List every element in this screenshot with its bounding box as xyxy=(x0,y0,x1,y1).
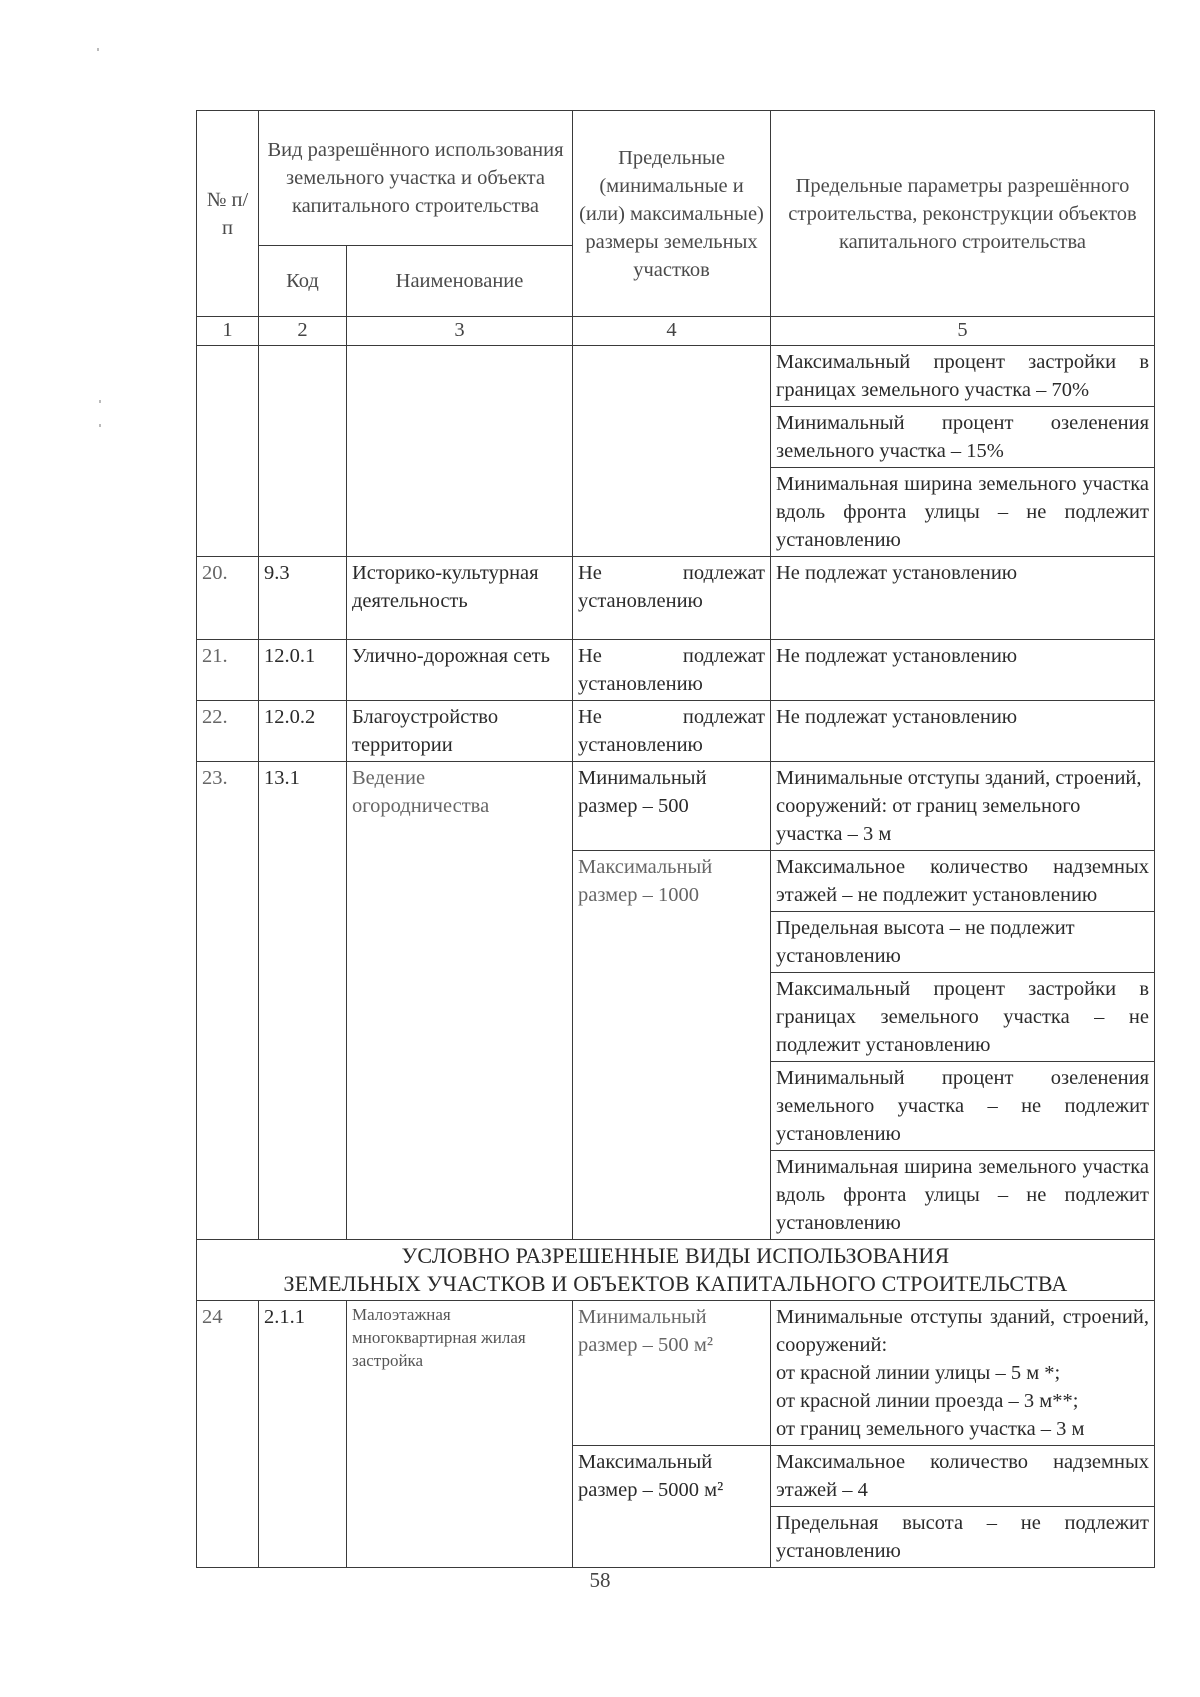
cell-name: Ведение огородничества xyxy=(347,762,573,1240)
table-row xyxy=(197,1301,1155,1446)
cell-size: Максимальный размер – 5000 м² xyxy=(573,1446,771,1568)
scan-speck xyxy=(97,48,99,51)
page-number: 58 xyxy=(589,1568,611,1592)
cell-param: Максимальное количество надземных этажей – 4 xyxy=(771,1446,1155,1507)
cell-param: Минимальные отступы зданий, строений, сооружений: от границ земельного участка – 3 м xyxy=(771,762,1155,851)
cell-param xyxy=(771,1301,1155,1446)
section-heading-line: ЗЕМЕЛЬНЫХ УЧАСТКОВ И ОБЪЕКТОВ КАПИТАЛЬНОГО СТРОИТЕЛЬСТВА xyxy=(283,1271,1068,1296)
cell-size: Не подлежат установлению xyxy=(573,557,771,640)
table-row xyxy=(197,701,1155,762)
cell-param: Минимальная ширина земельного участка вдоль фронта улицы – не подлежит установлению xyxy=(771,1151,1155,1240)
cell-param: Минимальный процент озеленения земельного участка – 15% xyxy=(771,407,1155,468)
cell-param: Максимальный процент застройки в границах земельного участка – не подлежит установлению xyxy=(771,973,1155,1062)
cell-param: Не подлежат установлению xyxy=(771,640,1155,701)
section-heading-line: УСЛОВНО РАЗРЕШЕННЫЕ ВИДЫ ИСПОЛЬЗОВАНИЯ xyxy=(401,1243,950,1268)
col-number: 1 xyxy=(197,317,259,346)
table-row xyxy=(197,346,1155,407)
cell-num: 22. xyxy=(197,701,259,762)
cell-num: 23. xyxy=(197,762,259,1240)
cell-size: Минимальный размер – 500 xyxy=(573,762,771,851)
cell-code: 13.1 xyxy=(259,762,347,1240)
header-params: Предельные параметры разрешённого строительства, реконструкции объектов капитального строительства xyxy=(771,111,1155,317)
cell-param: Минимальный процент озеленения земельного участка – не подлежит установлению xyxy=(771,1062,1155,1151)
cell-name: Историко-культурная деятельность xyxy=(347,557,573,640)
cell-code: 9.3 xyxy=(259,557,347,640)
scan-speck xyxy=(99,424,101,427)
cell-param: Максимальный процент застройки в границах земельного участка – 70% xyxy=(771,346,1155,407)
cell-param: Предельная высота – не подлежит установлению xyxy=(771,912,1155,973)
param-line: от красной линии улицы – 5 м *; xyxy=(776,1362,1061,1384)
column-number-row xyxy=(197,317,1155,346)
col-number: 4 xyxy=(573,317,771,346)
cell-empty xyxy=(573,346,771,557)
header-code: Код xyxy=(259,246,347,317)
cell-empty xyxy=(197,346,259,557)
cell-empty xyxy=(259,346,347,557)
cell-name: Улично-дорожная сеть xyxy=(347,640,573,701)
section-row xyxy=(197,1240,1155,1301)
cell-param: Минимальная ширина земельного участка вдоль фронта улицы – не подлежит установлению xyxy=(771,468,1155,557)
param-line: от границ земельного участка – 3 м xyxy=(776,1418,1085,1440)
section-heading xyxy=(197,1240,1155,1301)
land-use-table xyxy=(196,110,1155,1568)
cell-name: Благоустройство территории xyxy=(347,701,573,762)
header-use-type: Вид разрешённого использования земельного участка и объекта капитального строительства xyxy=(259,111,573,246)
cell-size: Максимальный размер – 1000 xyxy=(573,851,771,1240)
col-number: 2 xyxy=(259,317,347,346)
cell-num: 24 xyxy=(197,1301,259,1568)
param-line: от красной линии проезда – 3 м**; xyxy=(776,1390,1079,1412)
table-row xyxy=(197,640,1155,701)
cell-param: Максимальное количество надземных этажей – не подлежит установлению xyxy=(771,851,1155,912)
header-sizes: Предельные (минимальные и (или) максимальные) размеры земельных участков xyxy=(573,111,771,317)
cell-param: Не подлежат установлению xyxy=(771,701,1155,762)
header-num: № п/п xyxy=(197,111,259,317)
cell-code: 2.1.1 xyxy=(259,1301,347,1568)
cell-size: Минимальный размер – 500 м² xyxy=(573,1301,771,1446)
scan-speck xyxy=(99,400,101,403)
cell-code: 12.0.1 xyxy=(259,640,347,701)
header-row xyxy=(197,111,1155,246)
col-number: 5 xyxy=(771,317,1155,346)
cell-empty xyxy=(347,346,573,557)
col-number: 3 xyxy=(347,317,573,346)
cell-code: 12.0.2 xyxy=(259,701,347,762)
header-name: Наименование xyxy=(347,246,573,317)
cell-size: Не подлежат установлению xyxy=(573,640,771,701)
param-title: Минимальные отступы зданий, строений, сооружений: xyxy=(776,1306,1149,1356)
cell-num: 20. xyxy=(197,557,259,640)
table-row xyxy=(197,762,1155,851)
cell-param: Предельная высота – не подлежит установлению xyxy=(771,1507,1155,1568)
cell-size: Не подлежат установлению xyxy=(573,701,771,762)
cell-param: Не подлежат установлению xyxy=(771,557,1155,640)
cell-name: Малоэтажная многоквартирная жилая застройка xyxy=(347,1301,573,1568)
cell-num: 21. xyxy=(197,640,259,701)
table-row xyxy=(197,557,1155,640)
